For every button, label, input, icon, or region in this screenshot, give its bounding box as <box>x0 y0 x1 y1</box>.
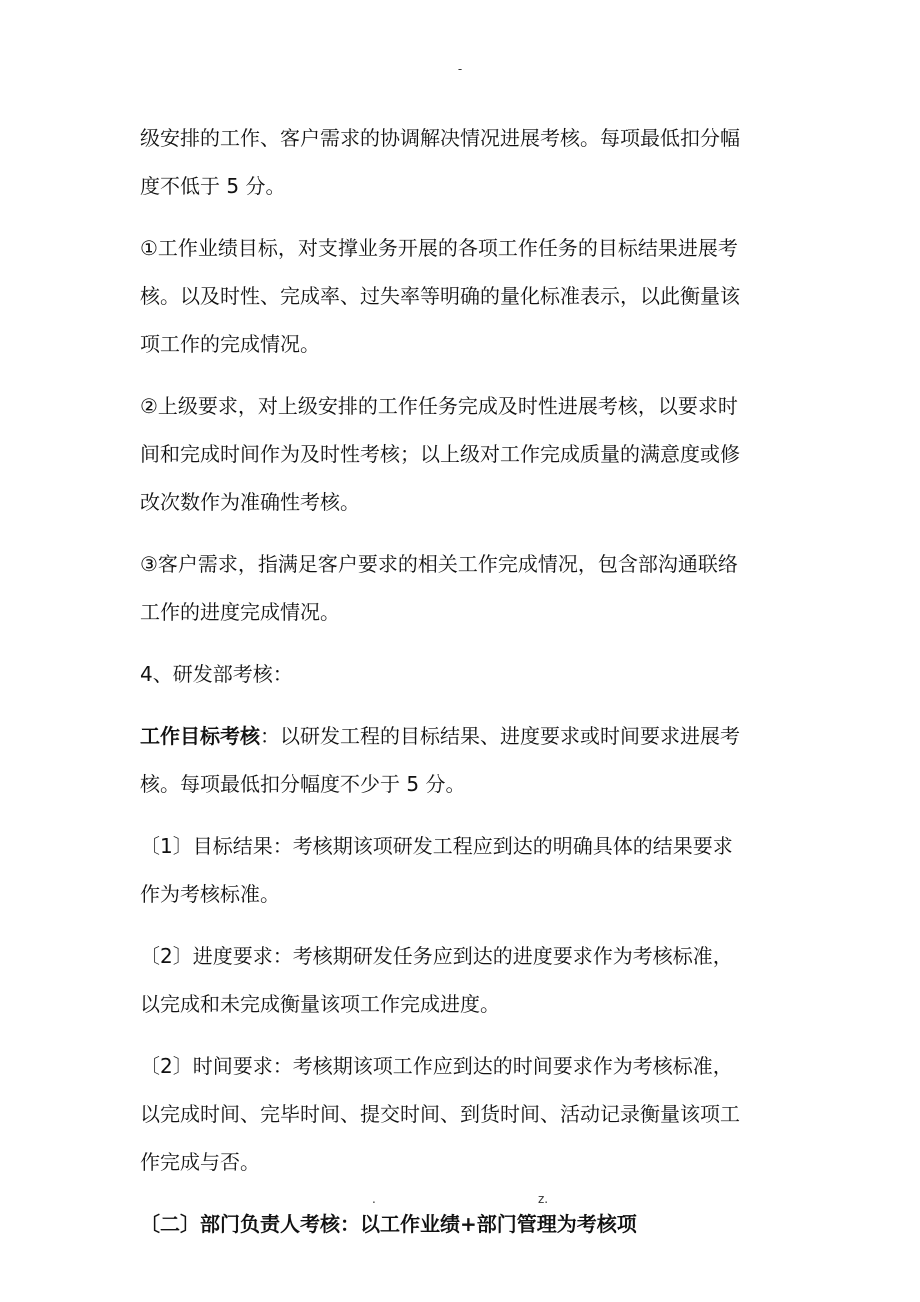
text-line: 工作的进度完成情况。 <box>140 600 340 624</box>
section-heading-department-head <box>140 1200 790 1248</box>
paragraph-progress-requirement <box>140 932 790 1028</box>
page-header-mark: - <box>457 62 463 76</box>
paragraph-time-requirement <box>140 1042 790 1186</box>
text-line: ②上级要求，对上级安排的工作任务完成及时性进展考核，以要求时 <box>140 394 738 418</box>
paragraph-superior-requirements <box>140 382 790 526</box>
text-line: 以完成时间、完毕时间、提交时间、到货时间、活动记录衡量该项工 <box>140 1102 740 1126</box>
heading-text: 〔二〕部门负责人考核：以工作业绩+部门管理为考核项 <box>140 1212 637 1236</box>
document-body <box>140 114 790 1262</box>
section-heading-rd <box>140 650 790 698</box>
text-line: ①工作业绩目标，对支撑业务开展的各项工作任务的目标结果进展考 <box>140 236 738 260</box>
paragraph-target-result <box>140 822 790 918</box>
text-line: 核。以及时性、完成率、过失率等明确的量化标准表示，以此衡量该 <box>140 284 740 308</box>
text-line: 〔2〕进度要求：考核期研发任务应到达的进度要求作为考核标准， <box>140 944 733 968</box>
paragraph-intro <box>140 114 790 210</box>
page-footer-right: z. <box>538 1192 549 1206</box>
text-line: 作完成与否。 <box>140 1150 260 1174</box>
bold-term: 工作目标考核 <box>140 724 260 748</box>
text-line <box>140 712 790 760</box>
text-line: 以完成和未完成衡量该项工作完成进度。 <box>140 992 500 1016</box>
text-line: 〔1〕目标结果：考核期该项研发工程应到达的明确具体的结果要求 <box>140 834 733 858</box>
paragraph-work-performance <box>140 224 790 368</box>
text-line: ③客户需求，指满足客户要求的相关工作完成情况，包含部沟通联络 <box>140 552 738 576</box>
paragraph-work-target <box>140 712 790 808</box>
text-line: 项工作的完成情况。 <box>140 332 320 356</box>
heading-text: 4、研发部考核： <box>140 662 293 686</box>
text-line: 〔2〕时间要求：考核期该项工作应到达的时间要求作为考核标准， <box>140 1054 733 1078</box>
text-line: 作为考核标准。 <box>140 882 280 906</box>
text-line: 级安排的工作、客户需求的协调解决情况进展考核。每项最低扣分幅 <box>140 126 740 150</box>
text-line: 间和完成时间作为及时性考核；以上级对工作完成质量的满意度或修 <box>140 442 740 466</box>
text-line: 改次数作为准确性考核。 <box>140 490 360 514</box>
text-line: 核。每项最低扣分幅度不少于 5 分。 <box>140 772 466 796</box>
paragraph-customer-needs <box>140 540 790 636</box>
text-line: 度不低于 5 分。 <box>140 174 286 198</box>
text-fragment: ：以研发工程的目标结果、进度要求或时间要求进展考 <box>260 724 740 748</box>
page-footer-left: . <box>372 1192 376 1206</box>
